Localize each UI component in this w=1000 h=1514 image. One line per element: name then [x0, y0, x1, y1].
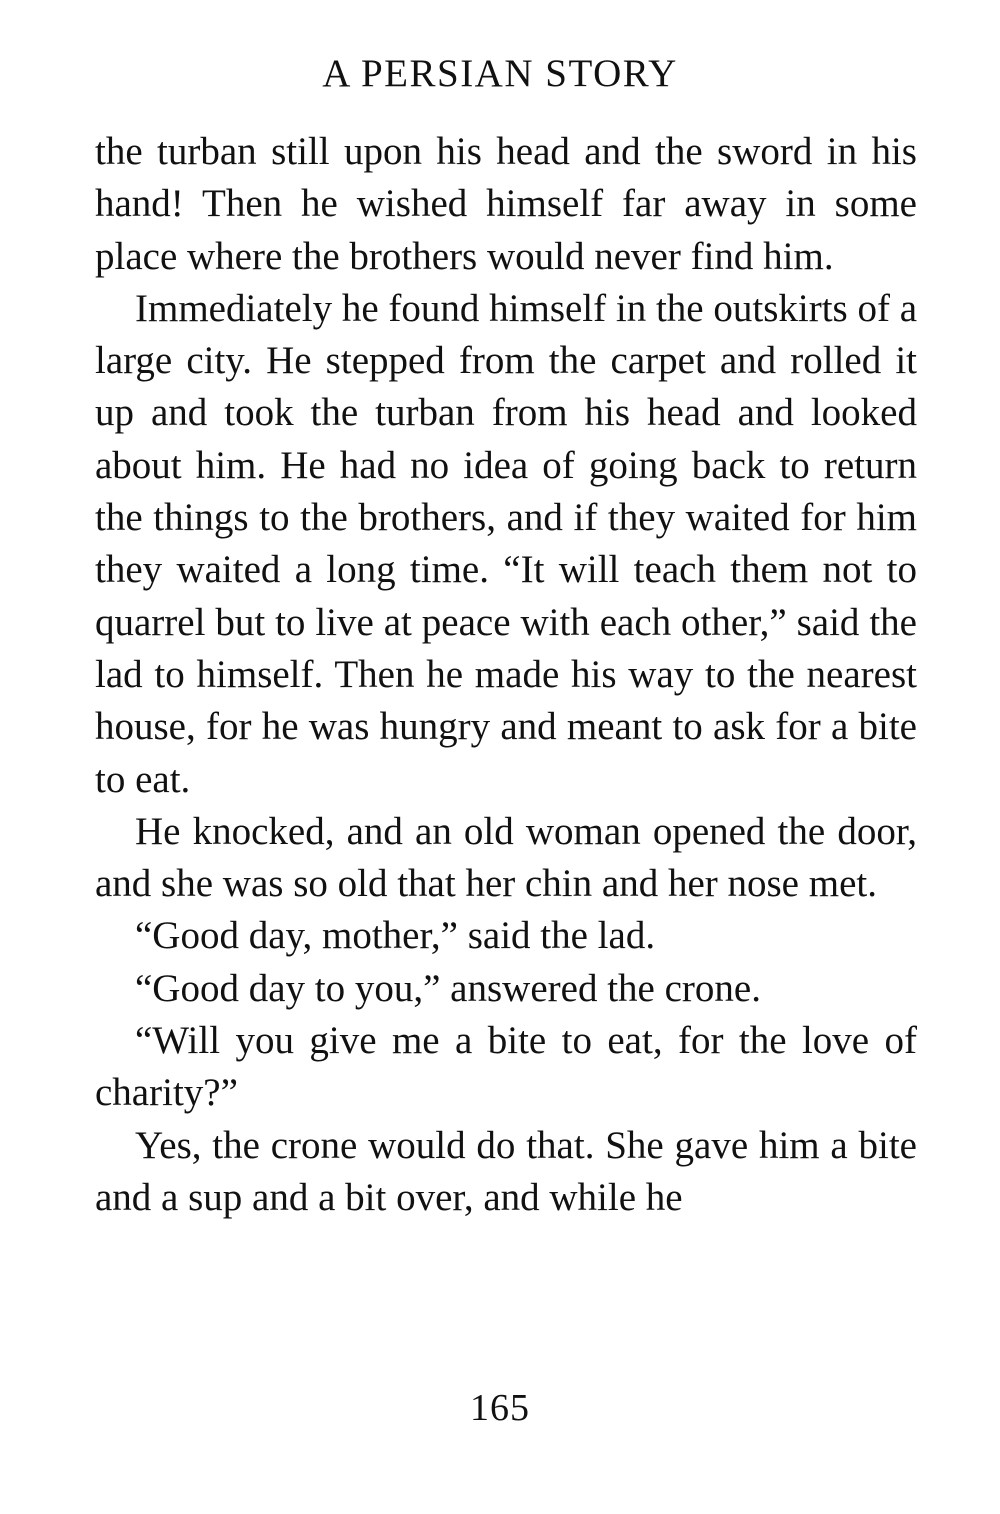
dialogue-lad-request: “Will you give me a bite to eat, for the love of charity?”	[95, 1019, 917, 1115]
paragraph-continuation: the turban still upon his head and the sword in his hand! Then he wished himself far away in some place where the brothers would never find him.	[95, 130, 917, 278]
page-number: 165	[470, 1387, 530, 1429]
dialogue-crone-reply: “Good day to you,” answered the crone.	[135, 966, 761, 1010]
paragraph-crone-gives: Yes, the crone would do that. She gave him a bite and a sup and a bit over, and while he	[95, 1123, 917, 1219]
running-head: A PERSIAN STORY	[322, 52, 678, 95]
paragraph-old-woman: He knocked, and an old woman opened the door, and she was so old that her chin and her nose met.	[95, 809, 917, 906]
body-text	[95, 126, 917, 1224]
paragraph-outskirts: Immediately he found himself in the outskirts of a large city. He stepped from the carpet and rolled it up and took the turban from his head and looked about him. He had no idea of going back to return the things to the brothers, and if they waited for him they waited a long time. “It will teach them not to quarrel but to live at peace with each other,” said the lad to himself. Then he made his way to the nearest house, for he was hungry and meant to ask for a bite to eat.	[95, 286, 917, 801]
dialogue-lad-greeting: “Good day, mother,” said the lad.	[135, 914, 656, 958]
